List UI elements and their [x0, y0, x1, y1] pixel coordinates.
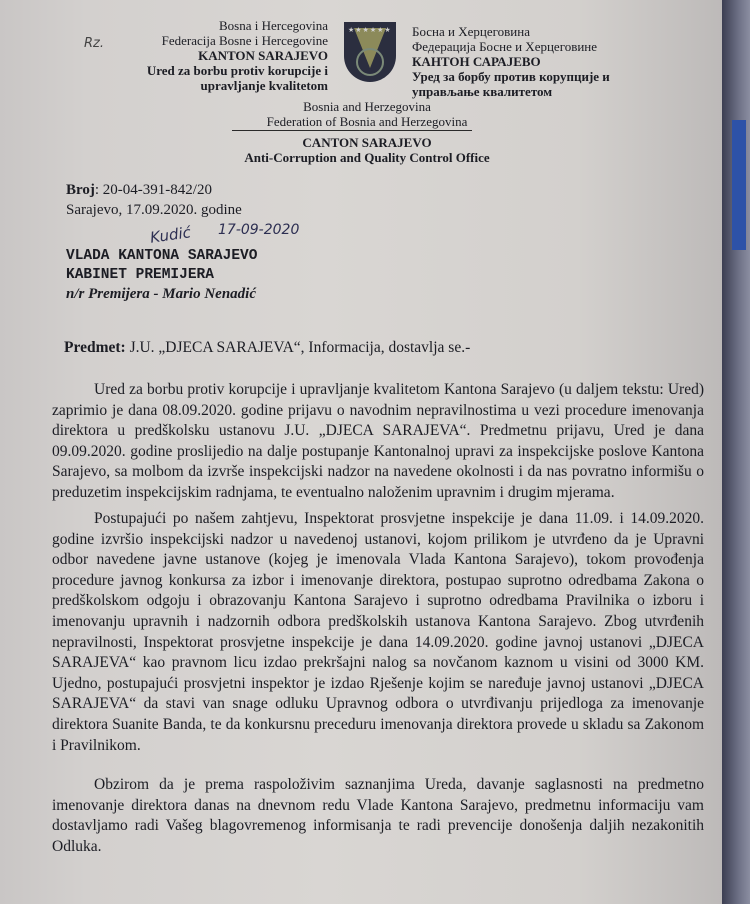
- handwritten-signature: Kudić: [148, 223, 192, 247]
- header-right-office: Уред за борбу против корупције и: [412, 69, 610, 84]
- subject-line: [64, 339, 470, 357]
- background-edge: [722, 0, 750, 904]
- reference-block: [66, 180, 242, 220]
- recipient-government: VLADA KANTONA SARAJEVO: [66, 248, 258, 264]
- header-left: [116, 18, 328, 93]
- header-center-canton: CANTON SARAJEVO: [302, 135, 432, 150]
- subject-text: J.U. „DJECA SARAJEVA“, Informacija, dostavlja se.-: [125, 339, 471, 356]
- background-blue-strip: [732, 120, 746, 250]
- header-right-office-2: управљање квалитетом: [412, 84, 553, 99]
- letter-body: [52, 380, 704, 504]
- recipient-cabinet: KABINET PREMIJERA: [66, 267, 214, 283]
- header-center-2: [232, 135, 502, 165]
- coat-of-arms-icon: ★★★★★★: [344, 22, 396, 82]
- header-center-country: Bosnia and Herzegovina: [303, 99, 431, 114]
- header-left-country: Bosna i Hercegovina: [218, 18, 328, 33]
- letter-date: Sarajevo, 17.09.2020. godine: [66, 202, 242, 218]
- reference-number: Broj: 20-04-391-842/20: [66, 182, 212, 198]
- header-divider: [232, 130, 472, 131]
- handwritten-date: 17-09-2020: [218, 222, 300, 238]
- header-left-office: Ured za borbu protiv korupcije i: [146, 63, 328, 78]
- letter-body-3: [52, 775, 704, 857]
- recipient-block: [66, 247, 257, 304]
- header-right-country: Босна и Херцеговина: [412, 24, 530, 39]
- header-left-office-2: upravljanje kvalitetom: [200, 78, 328, 93]
- paragraph-2: Postupajući po našem zahtjevu, Inspektorat prosvjetne inspekcije je dana 11.09. i 14.09.2020. godine izvršio inspekcijski nadzor u navedenoj ustanovi, kojom prilikom je utvrđeno da je Upravni odbor navedene javne ustanove (kojeg je imenovala Vlada Kantona Sarajevo), tokom provođenja procedure javnog konkursa za izbor i imenovanje direktora, postupao suprotno odredbama Zakona o predškolskom odgoju i obrazovanju Kantona Sarajevo i suprotno odredbama Pravilnika o izboru i imenovanju upravnih i nadzornih odbora predškolskih ustanova Kantona Sarajevo. Zbog utvrđenih nepravilnosti, Inspektorat prosvjetne inspekcije je dana 14.09.2020. godine javnoj ustanovi „DJECA SARAJEVA“ kao pravnom licu izdao prekršajni nalog sa novčanom kaznom u visini od 3000 KM. Ujedno, postupajući prosvjetni inspektor je izdao Rješenje kojim se naređuje javnoj ustanovi „DJECA SARAJEVA“ da stavi van snage odluku Upravnog odbora o utvrđivanju prijedloga za imenovanje direktora Suanite Banda, te da konkursnu preceduru imenovanja direktora provede u skladu sa Zakonom i Pravilnikom.: [52, 510, 704, 754]
- subject-label: Predmet:: [64, 339, 126, 356]
- margin-note: Rz.: [84, 36, 104, 51]
- header-left-canton: KANTON SARAJEVO: [198, 48, 328, 63]
- paragraph-1: Ured za borbu protiv korupcije i upravljanje kvalitetom Kantona Sarajevo (u daljem tekstu: Ured) zaprimio je dana 08.09.2020. godine prijavu o navodnim nepravilnostima u vezi procedure imenovanja direktora u predškolsku ustanovu J.U. „DJECA SARAJEVA“. Predmetnu prijavu, Ured je dana 09.09.2020. godine proslijedio na dalje postupanje Kantonalnoj upravi za inspekcijske poslove Kantona Sarajevo, sa molbom da izvrše inspekcijski nadzor na navedene okolnosti i da nas povratno informišu o preduzetim inspekcijskim radnjama, te eventualno naloženim upravnim i drugim mjerama.: [52, 381, 704, 501]
- header-right: [412, 24, 610, 99]
- letter-body-2: [52, 509, 704, 756]
- header-right-canton: КАНТОН САРАЈЕВО: [412, 54, 541, 69]
- paragraph-3: Obzirom da je prema raspoloživim saznanjima Ureda, davanje saglasnosti na predmetno imenovanje direktora danas na dnevnom redu Vlade Kantona Sarajevo, predmetnu informaciju vam dostavljamo radi Vašeg blagovremenog informisanja te radi prevencije donošenja daljih nezakonitih Odluka.: [52, 776, 704, 855]
- header-right-federation: Федерација Босне и Херцеговине: [412, 39, 598, 54]
- header-center-office: Anti-Corruption and Quality Control Office: [244, 150, 490, 165]
- header-center-federation: Federation of Bosnia and Herzegovina: [266, 114, 468, 129]
- recipient-attention: n/r Premijera - Mario Nenadić: [66, 286, 256, 302]
- header-center: [232, 99, 502, 129]
- header-left-federation: Federacija Bosne i Hercegovine: [161, 33, 328, 48]
